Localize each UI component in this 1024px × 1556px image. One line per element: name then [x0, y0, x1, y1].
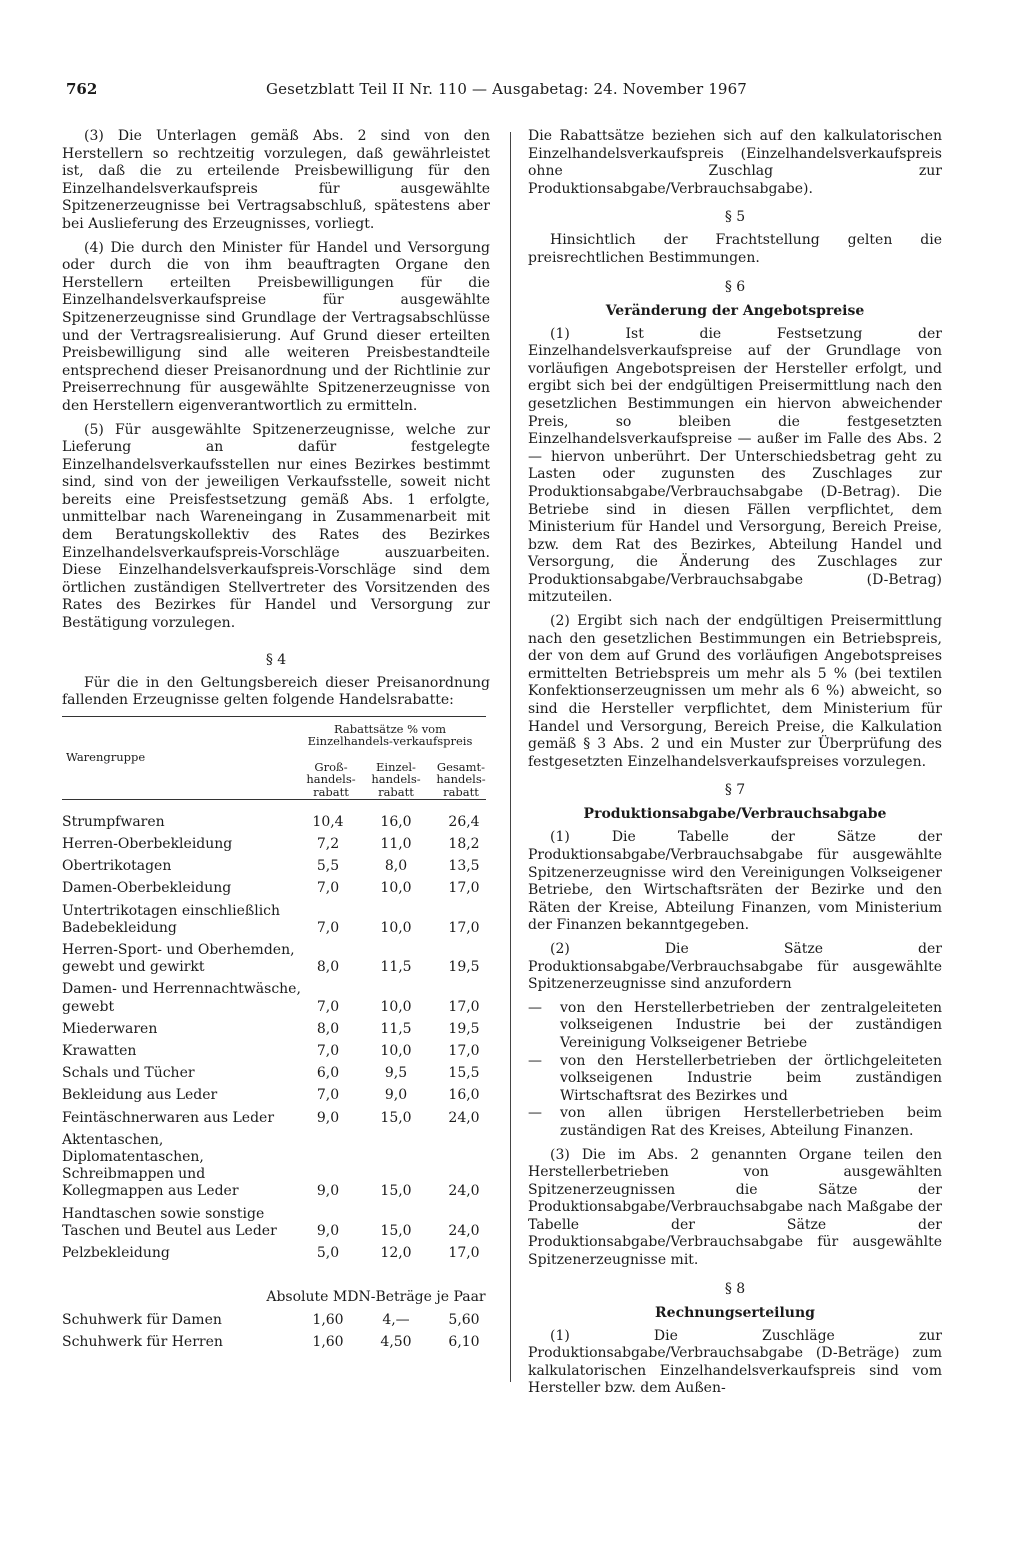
cell-grosshandel: 9,0: [316, 1183, 340, 1200]
section-6-heading: § 6: [724, 278, 746, 295]
section-8-paragraph-1: (1) Die Zuschläge zur Produktionsabgabe/Verbrauchsabgabe (D-Beträge) zum kalkulatorischen Einzelhandelsverkaufspreis sind vom Hersteller bzw. dem Außen-: [528, 1327, 942, 1397]
paragraph-3-5: (5) Für ausgewählte Spitzenerzeugnisse, welche zur Lieferung an dafür festgelegte Einzelhandelsverkaufsstellen nur eines Bezirkes bestimmt sind, sind von der jeweiligen Verkaufsstelle, soweit nicht bereits eine Preisfestsetzung gemäß Abs. 1 erfolgte, unmittelbar nach Wareneingang in Zusammenarbeit mit dem Beratungskollektiv des Rates des Bezirkes Einzelhandelsverkaufspreis-Vorschläge auszuarbeiten. Diese Einzelhandelsverkaufspreis-Vorschläge sind dem örtlichen zuständigen Stellvertreter des Vorsitzenden des Rates des Bezirkes für Handel und Versorgung zur Bestätigung vorzulegen.: [62, 421, 490, 632]
cell-einzelhandel: 8,0: [384, 858, 408, 875]
row-label: Krawatten: [62, 1043, 137, 1060]
cell-gesamthandel: 24,0: [448, 1109, 480, 1126]
section-7-heading: § 7: [724, 782, 746, 799]
cell-grosshandel: 5,0: [316, 1245, 340, 1262]
cell-grosshandel: 5,5: [316, 858, 340, 875]
cell-einzelhandel: 12,0: [380, 1245, 412, 1262]
row-label: Damen-Oberbekleidung: [62, 880, 232, 897]
cell-grosshandel: 1,60: [312, 1334, 344, 1351]
cell-grosshandel: 9,0: [316, 1109, 340, 1126]
cell-einzelhandel: 9,5: [384, 1065, 408, 1082]
cell-grosshandel: 9,0: [316, 1222, 340, 1239]
cell-gesamthandel: 17,0: [448, 919, 480, 936]
cell-einzelhandel: 10,0: [380, 1043, 412, 1060]
cell-grosshandel: 7,0: [316, 998, 340, 1015]
cell-gesamthandel: 19,5: [448, 1020, 480, 1037]
row-label: Pelzbekleidung: [62, 1245, 170, 1262]
cell-einzelhandel: 16,0: [380, 813, 412, 830]
cell-einzelhandel: 11,0: [380, 836, 412, 853]
cell-gesamthandel: 24,0: [448, 1222, 480, 1239]
cell-gesamthandel: 17,0: [448, 880, 480, 897]
row-label: Aktentaschen, Diplomatentaschen, Schreibmappen und Kollegmappen aus Leder: [62, 1131, 239, 1200]
table-row: [62, 1332, 490, 1354]
table-row: [62, 812, 490, 834]
paragraph-3-3: (3) Die Unterlagen gemäß Abs. 2 sind von den Herstellern so rechtzeitig vorzulegen, daß gewährleistet ist, daß die zu erteilende Preisbewilligung für den Einzelhandelsverkaufspreis für ausgewählte Spitzenerzeugnisse bei Vertragsabschluß, spätestens aber bei Auslieferung des Erzeugnisses, vorliegt.: [62, 128, 490, 232]
section-4-intro: Für die in den Geltungsbereich dieser Preisanordnung fallenden Erzeugnisse gelten folgende Handelsrabatte:: [62, 674, 490, 709]
cell-grosshandel: 7,0: [316, 1087, 340, 1104]
section-4-heading: § 4: [265, 651, 287, 668]
column-header-rabattsaetze: Rabattsätze % vom Einzelhandels-verkaufspreis: [307, 721, 473, 749]
page-header: [66, 80, 946, 104]
cell-einzelhandel: 4,50: [380, 1334, 412, 1351]
row-label: Herren-Sport- und Oberhemden, gewebt und gewirkt: [62, 942, 295, 976]
cell-gesamthandel: 24,0: [448, 1183, 480, 1200]
row-label: Damen- und Herrennachtwäsche, gewebt: [62, 981, 301, 1015]
table-row: [62, 834, 490, 856]
cell-einzelhandel: 4,—: [382, 1312, 410, 1329]
cell-grosshandel: 7,0: [316, 880, 340, 897]
table-row: [62, 1310, 490, 1332]
cell-einzelhandel: 15,0: [380, 1222, 412, 1239]
row-label: Schuhwerk für Herren: [62, 1334, 223, 1351]
cell-einzelhandel: 10,0: [380, 880, 412, 897]
table-row: [62, 901, 490, 940]
table-row: [62, 1243, 490, 1265]
table-row: [62, 1019, 490, 1041]
column-header-grosshandel: Groß-handels-rabatt: [306, 759, 356, 799]
table-row: [62, 1085, 490, 1107]
cell-gesamthandel: 16,0: [448, 1087, 480, 1104]
table-row: [62, 1204, 490, 1243]
row-label: Obertrikotagen: [62, 858, 172, 875]
table-row: [62, 940, 490, 979]
left-column: [62, 128, 490, 1355]
cell-einzelhandel: 9,0: [384, 1087, 408, 1104]
running-head: Gesetzblatt Teil II Nr. 110 — Ausgabetag: 24. November 1967: [266, 80, 747, 98]
section-6-paragraph-1: (1) Ist die Festsetzung der Einzelhandelsverkaufspreise auf der Grundlage von vorläufigen Angebotspreisen der Hersteller erfolgt, und ergibt sich bei der endgültigen Preisermittlung nach den gesetzlichen Bestimmungen ein hiervon abweichender Preis, so bleiben die festgesetzten Einzelhandelsverkaufspreise — außer im Falle des Abs. 2 — hiervon unberührt. Der Unterschiedsbetrag geht zu Lasten oder zugunsten des Zuschlages zur Produktionsabgabe/Verbrauchsabgabe (D-Betrag). Die Betriebe sind in diesen Fällen verpflichtet, dem Ministerium für Handel und Versorgung, Bereich Preise, bzw. dem Rat des Bezirkes, Abteilung Handel und Versorgung, die Änderung des Zuschlages zur Produktionsabgabe/Verbrauchsabgabe (D-Betrag) mitzuteilen.: [528, 325, 942, 606]
right-column: [528, 128, 942, 1404]
row-label: Bekleidung aus Leder: [62, 1087, 218, 1104]
cell-gesamthandel: 18,2: [448, 836, 480, 853]
row-label: Strumpfwaren: [62, 813, 165, 830]
paragraph-3-4: (4) Die durch den Minister für Handel und Versorgung oder durch die von ihm beauftragten Organe den Herstellern erteilten Preisbewilligungen für die Einzelhandelsverkaufspreise für ausgewählte Spitzenerzeugnisse sind Grundlage der Vertragsabschlüsse und der Vertragsrealisierung. Auf Grund dieser erteilten Preisbewilligung sind alle weiteren Preisbestandteile entsprechend dieser Preisanordnung und der Richtlinie zur Preiserrechnung für ausgewählte Spitzenerzeugnisse von den Herstellern eigenverantwortlich zu ermitteln.: [62, 239, 490, 414]
cell-grosshandel: 7,2: [316, 836, 340, 853]
section-8-heading: § 8: [724, 1280, 746, 1297]
table-row: [62, 1041, 490, 1063]
cell-gesamthandel: 13,5: [448, 858, 480, 875]
table-row: [62, 1063, 490, 1085]
cell-einzelhandel: 11,5: [380, 1020, 412, 1037]
section-5-text: Hinsichtlich der Frachtstellung gelten die preisrechtlichen Bestimmungen.: [528, 232, 942, 266]
cell-einzelhandel: 11,5: [380, 959, 412, 976]
table-row: [62, 856, 490, 878]
section-8-title: Rechnungserteilung: [655, 1304, 815, 1321]
section-6-paragraph-2: (2) Ergibt sich nach der endgültigen Preisermittlung nach den gesetzlichen Bestimmungen ein Betriebspreis, der von dem auf Grund des vorläufigen Angebotspreises ermittelten Betriebspreis um mehr als 5 % (bei textilen Konfektionserzeugnissen um mehr als 6 %) abweicht, so sind die Hersteller verpflichtet, dem Ministerium für Handel und Versorgung, Bereich Preise, die Kalkulation gemäß § 3 Abs. 2 und ein Muster zur Überprüfung des festgesetzten Einzelhandelsverkaufspreises vorzulegen.: [528, 613, 942, 770]
column-divider: [510, 132, 511, 1382]
table-row: [62, 878, 490, 900]
row-label: Untertrikotagen einschließlich Badebekleidung: [62, 902, 281, 936]
section-7-title: Produktionsabgabe/Verbrauchsabgabe: [583, 806, 887, 823]
cell-einzelhandel: 10,0: [380, 919, 412, 936]
row-label: Schals und Tücher: [62, 1065, 195, 1082]
section-5-heading: § 5: [724, 209, 746, 226]
page-number: 762: [66, 80, 98, 98]
cell-gesamthandel: 19,5: [448, 959, 480, 976]
table-body: [62, 812, 490, 1265]
cell-grosshandel: 6,0: [316, 1065, 340, 1082]
cell-gesamthandel: 6,10: [448, 1334, 480, 1351]
row-label: Handtaschen sowie sonstige Taschen und Beutel aus Leder: [62, 1205, 277, 1239]
cell-gesamthandel: 17,0: [448, 1245, 480, 1262]
column-header-gesamthandel: Gesamt-handels-rabatt: [436, 759, 486, 799]
cell-einzelhandel: 10,0: [380, 998, 412, 1015]
section-6-title: Veränderung der Angebotspreise: [605, 302, 865, 319]
cell-gesamthandel: 17,0: [448, 998, 480, 1015]
list-item: — von den Herstellerbetrieben der örtlichgeleiteten volkseigenen Industrie beim zuständigen Wirtschaftsrat des Bezirkes und: [528, 1052, 942, 1104]
cell-einzelhandel: 15,0: [380, 1109, 412, 1126]
cell-einzelhandel: 15,0: [380, 1183, 412, 1200]
row-label: Miederwaren: [62, 1020, 158, 1037]
table-header-rule: [62, 799, 486, 800]
section-7-paragraph-1: (1) Die Tabelle der Sätze der Produktionsabgabe/Verbrauchsabgabe für ausgewählte Spitzenerzeugnisse wird den Vereinigungen Volkseigener Betriebe, den Wirtschaftsräten der Bezirke und den Räten der Kreise, Abteilung Finanzen, vom Ministerium der Finanzen bekanntgegeben.: [528, 829, 942, 934]
row-label: Feintäschnerwaren aus Leder: [62, 1109, 275, 1126]
cell-grosshandel: 7,0: [316, 1043, 340, 1060]
cell-grosshandel: 8,0: [316, 1020, 340, 1037]
section-7-paragraph-3: (3) Die im Abs. 2 genannten Organe teilen den Herstellerbetrieben von ausgewählten Spitzenerzeugnissen die Sätze der Produktionsabgabe/Verbrauchsabgabe nach Maßgabe der Tabelle der Sätze der Produktionsabgabe/Verbrauchsabgabe für ausgewählte Spitzenerzeugnisse mit.: [528, 1146, 942, 1269]
column-header-einzelhandel: Einzel-handels-rabatt: [371, 759, 421, 799]
column-header-warengruppe: Warengruppe: [66, 749, 146, 764]
table-row: [62, 1108, 490, 1130]
cell-gesamthandel: 26,4: [448, 813, 480, 830]
table-row: [62, 979, 490, 1018]
list-item: — von allen übrigen Herstellerbetrieben beim zuständigen Rat des Kreises, Abteilung Finanzen.: [528, 1105, 942, 1139]
row-label: Schuhwerk für Damen: [62, 1312, 222, 1329]
cell-grosshandel: 8,0: [316, 959, 340, 976]
cell-grosshandel: 7,0: [316, 919, 340, 936]
section-7-dash-list: [528, 1000, 942, 1141]
absolute-amounts-body: [62, 1310, 490, 1354]
row-label: Herren-Oberbekleidung: [62, 836, 233, 853]
table-header: [62, 717, 490, 799]
list-item: — von den Herstellerbetrieben der zentralgeleiteten volkseigenen Industrie bei der zuständigen Vereinigung Volkseigener Betriebe: [528, 999, 942, 1051]
rebate-basis-paragraph: Die Rabattsätze beziehen sich auf den kalkulatorischen Einzelhandelsverkaufspreis (Einzelhandelsverkaufspreis ohne Zuschlag zur Produktionsabgabe/Verbrauchsabgabe).: [528, 128, 942, 197]
cell-gesamthandel: 5,60: [448, 1312, 480, 1329]
cell-gesamthandel: 15,5: [448, 1065, 480, 1082]
cell-grosshandel: 1,60: [312, 1312, 344, 1329]
rebate-table: [62, 716, 490, 1355]
section-7-paragraph-2: (2) Die Sätze der Produktionsabgabe/Verbrauchsabgabe für ausgewählte Spitzenerzeugnisse sind anzufordern: [528, 940, 942, 993]
absolute-amounts-heading: Absolute MDN-Beträge je Paar: [266, 1289, 486, 1306]
table-row: [62, 1130, 490, 1204]
cell-gesamthandel: 17,0: [448, 1043, 480, 1060]
cell-grosshandel: 10,4: [312, 813, 344, 830]
